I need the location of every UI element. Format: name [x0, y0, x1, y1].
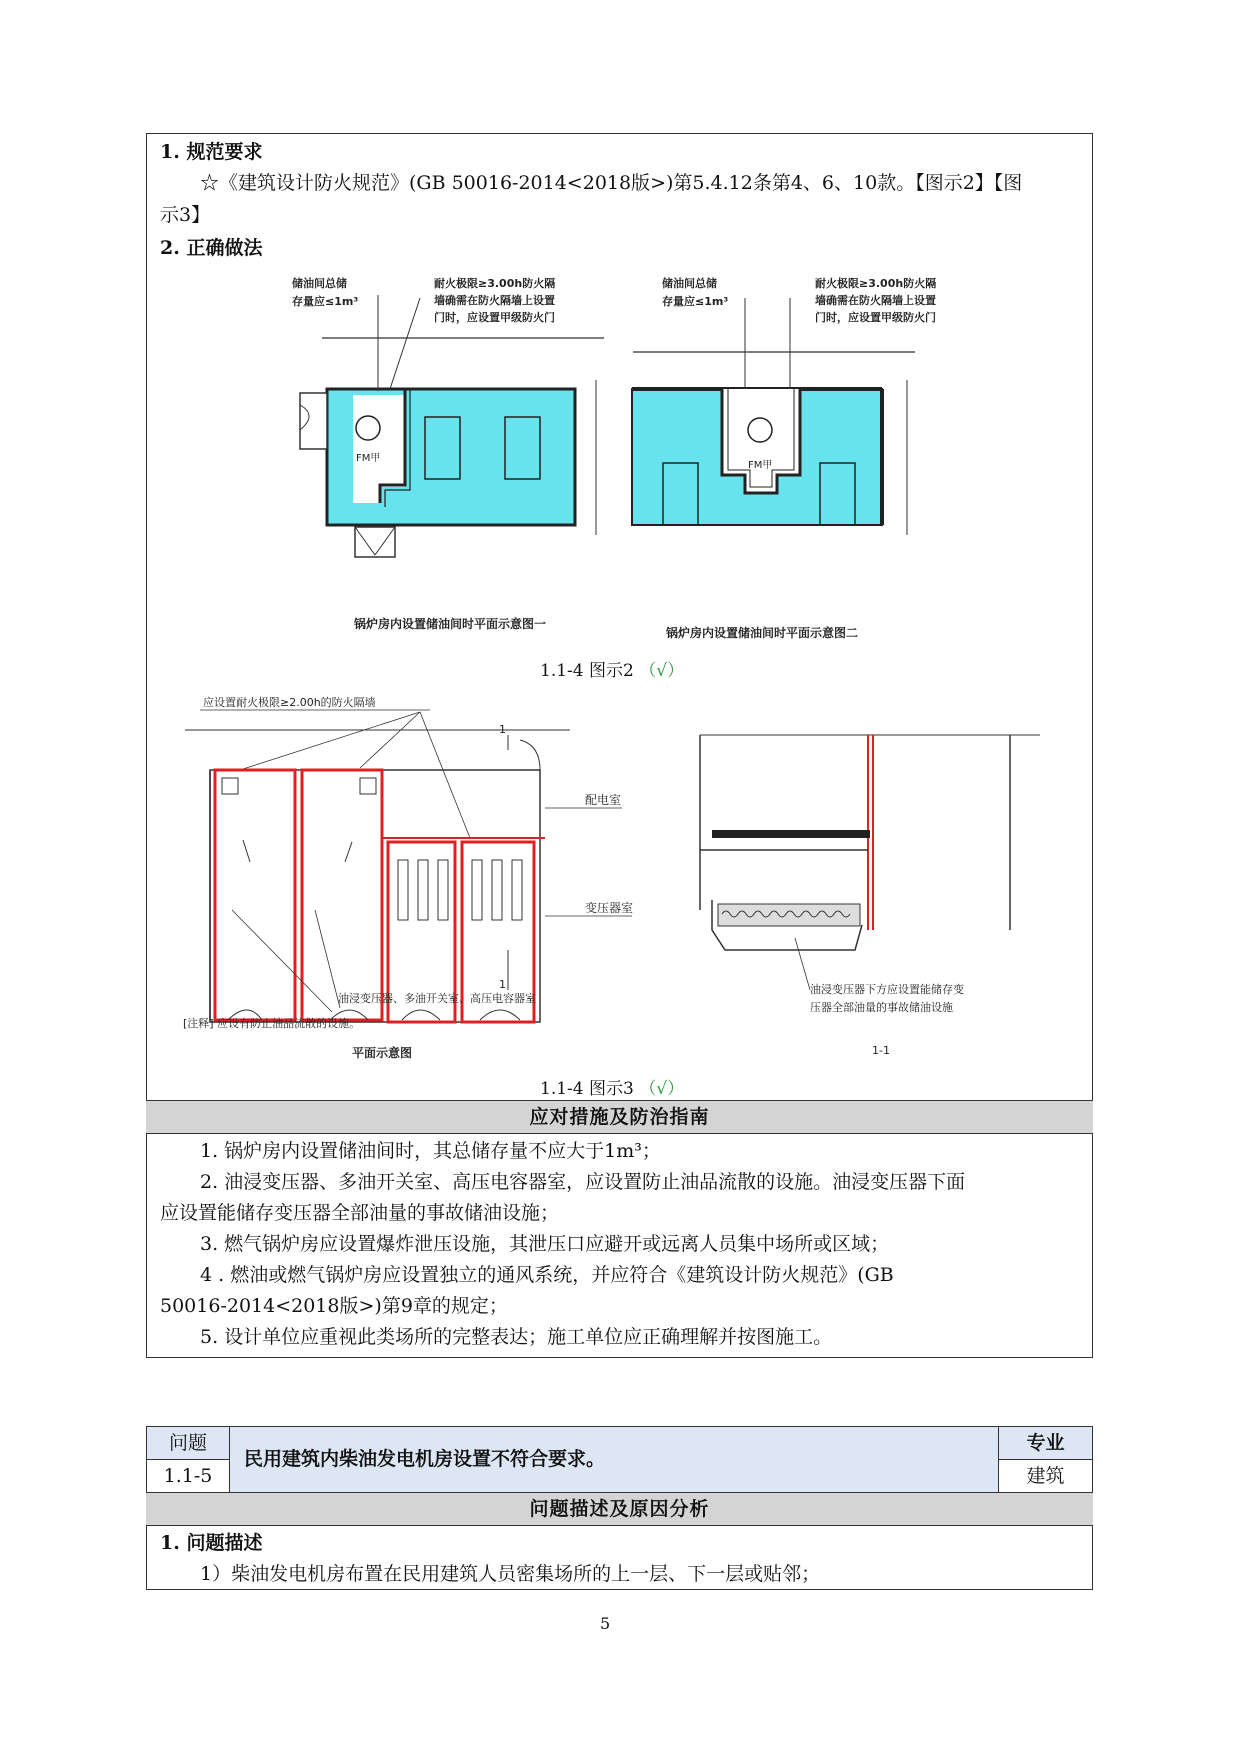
- measure-item-2: 2. 油浸变压器、多油开关室、高压电容器室，应设置防止油品流散的设施。油浸变压器下面: [200, 1171, 966, 1193]
- issue-title: 民用建筑内柴油发电机房设置不符合要求。: [244, 1448, 606, 1470]
- issue-number: 1.1-5: [163, 1465, 213, 1487]
- label-firewall-1c: 门时，应设置甲级防火门: [434, 311, 555, 324]
- analysis-title-band: [146, 1492, 1093, 1526]
- issue-title-cell: [229, 1426, 999, 1493]
- label-oil-total-2a: 储油间总储: [662, 277, 717, 290]
- measure-item-3: 3. 燃气锅炉房应设置爆炸泄压设施，其泄压口应避开或远离人员集中场所或区域；: [200, 1233, 890, 1255]
- door-mark-1: FM甲: [356, 453, 381, 464]
- spec-heading: 1. 规范要求: [160, 141, 263, 163]
- analysis-title: 问题描述及原因分析: [529, 1498, 710, 1520]
- issue-number-cell: [146, 1459, 230, 1493]
- label-room-list: 油浸变压器、多油开关室、高压电容器室: [338, 992, 536, 1005]
- transformer-plan: [183, 695, 633, 1060]
- section-mark-top: 1: [499, 723, 506, 736]
- label-firewall-2b: 墙确需在防火隔墙上设置: [815, 294, 936, 307]
- boiler-plan-1: [292, 276, 604, 631]
- major-value-cell: [998, 1459, 1093, 1493]
- figure2-drawing: [0, 265, 1239, 665]
- label-oil-total-1a: 储油间总储: [292, 277, 347, 290]
- label-firewall-1b: 墙确需在防火隔墙上设置: [434, 294, 555, 307]
- label-note: [注释] 应设有防止油品流散的设施。: [183, 1017, 361, 1030]
- measure-item-5: 5. 设计单位应重视此类场所的完整表达；施工单位应正确理解并按图施工。: [200, 1326, 833, 1348]
- label-transformer-room: 变压器室: [585, 901, 634, 915]
- figure2-caption-text: 1.1-4 图示2: [540, 661, 634, 681]
- major-value: 建筑: [1026, 1465, 1065, 1487]
- page-number: 5: [600, 1614, 611, 1633]
- label-firewall-2c: 门时，应设置甲级防火门: [815, 311, 936, 324]
- issue-label-cell: [146, 1426, 230, 1460]
- caption-transformer-plan: 平面示意图: [352, 1046, 413, 1060]
- label-oil-total-2b: 存量应≤1m³: [662, 295, 729, 308]
- label-power-room: 配电室: [585, 793, 622, 807]
- figure2-check: （√）: [639, 661, 685, 681]
- measure-item-4: 4 . 燃油或燃气锅炉房应设置独立的通风系统，并应符合《建筑设计防火规范》(GB: [200, 1264, 894, 1286]
- label-oil-total-1b: 存量应≤1m³: [292, 295, 359, 308]
- caption-plan-2: 锅炉房内设置储油间时平面示意图二: [666, 626, 859, 640]
- measure-item-1: 1. 锅炉房内设置储油间时，其总储存量不应大于1m³；: [200, 1140, 661, 1162]
- correct-practice-heading: 2. 正确做法: [160, 237, 263, 259]
- figure3-drawing: [0, 690, 1239, 1070]
- label-section-2: 压器全部油量的事故储油设施: [810, 1001, 953, 1014]
- caption-section-1-1: 1-1: [872, 1044, 890, 1057]
- spec-clause-line1: ☆《建筑设计防火规范》(GB 50016-2014<2018版>)第5.4.12条第4、6、10款。【图示2】【图: [200, 172, 1023, 194]
- desc-heading: 1. 问题描述: [160, 1532, 263, 1554]
- measure-item-4-cont: 50016-2014<2018版>)第9章的规定；: [160, 1295, 508, 1317]
- issue-label: 问题: [168, 1432, 207, 1454]
- measure-item-2-cont: 应设置能储存变压器全部油量的事故储油设施；: [160, 1202, 560, 1224]
- label-section-1: 油浸变压器下方应设置能储存变: [810, 983, 964, 996]
- boiler-plan-2: [632, 276, 936, 640]
- measures-title-band: [146, 1100, 1093, 1134]
- figure3-caption-text: 1.1-4 图示3: [540, 1079, 634, 1099]
- section-mark-bottom: 1: [499, 978, 506, 991]
- spec-clause-line2: 示3】: [160, 204, 211, 226]
- major-label-cell: [998, 1426, 1093, 1460]
- label-firewall-1a: 耐火极限≥3.00h防火隔: [434, 277, 556, 290]
- major-label: 专业: [1026, 1432, 1065, 1454]
- figure2-caption: [540, 655, 684, 687]
- measures-title: 应对措施及防治指南: [529, 1106, 710, 1128]
- desc-item-1: 1）柴油发电机房布置在民用建筑人员密集场所的上一层、下一层或贴邻；: [200, 1563, 821, 1585]
- caption-plan-1: 锅炉房内设置储油间时平面示意图一: [354, 617, 547, 631]
- door-mark-2: FM甲: [748, 460, 773, 471]
- label-wall-rating: 应设置耐火极限≥2.00h的防火隔墙: [203, 696, 376, 709]
- figure3-check: （√）: [639, 1079, 685, 1099]
- transformer-section: [700, 735, 1040, 1057]
- label-firewall-2a: 耐火极限≥3.00h防火隔: [815, 277, 937, 290]
